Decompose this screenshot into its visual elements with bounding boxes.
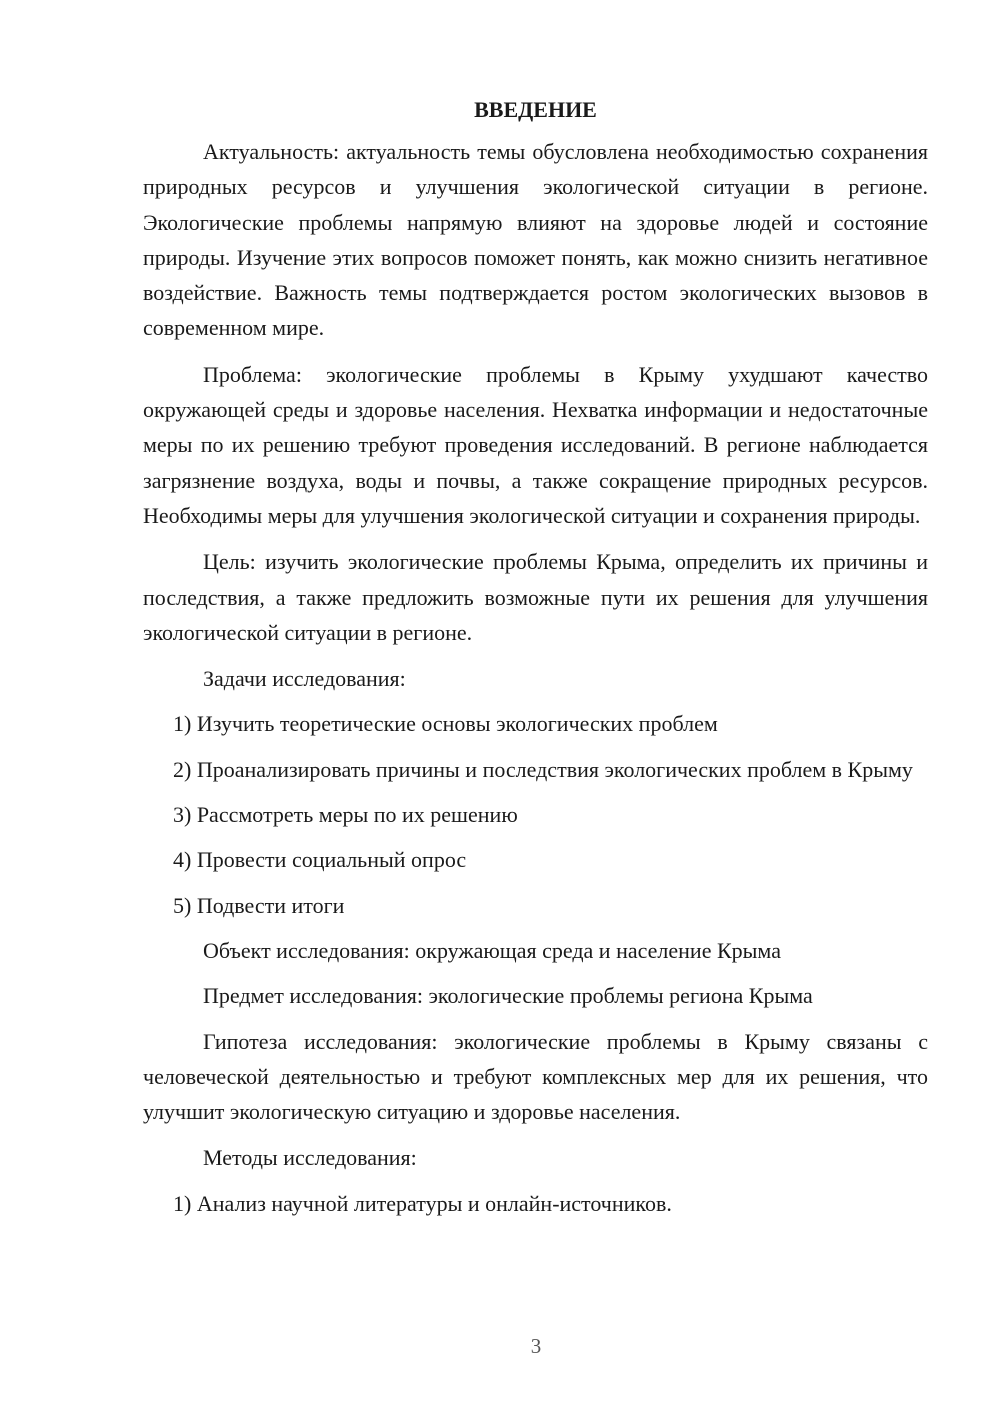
task-item: 2) Проанализировать причины и последствия экологических проблем в Крыму (173, 756, 913, 782)
task-item: 3) Рассмотреть меры по их решению (173, 802, 518, 828)
goal-paragraph: Цель: изучить экологические проблемы Крыма, определить их причины и последствия, а также предложить возможные пути их решения для улучшения экологической ситуации в регионе. (143, 549, 928, 645)
page-number: 3 (530, 1334, 542, 1358)
methods-heading: Методы исследования: (203, 1145, 417, 1171)
tasks-heading: Задачи исследования: (203, 666, 406, 692)
method-item: 1) Анализ научной литературы и онлайн-источников. (173, 1190, 672, 1216)
research-subject: Предмет исследования: экологические проблемы региона Крыма (203, 983, 813, 1009)
problem-paragraph: Проблема: экологические проблемы в Крыму ухудшают качество окружающей среды и здоровье населения. Нехватка информации и недостаточные меры по их решению требуют проведения исследований. В регионе наблюдается загрязнение воздуха, воды и почвы, а также сокращение природных ресурсов. Необходимы меры для улучшения экологической ситуации и сохранения природы. (143, 361, 928, 528)
task-item: 4) Провести социальный опрос (173, 847, 467, 873)
research-object: Объект исследования: окружающая среда и население Крыма (203, 937, 781, 963)
task-item: 1) Изучить теоретические основы экологических проблем (173, 711, 718, 737)
task-item: 5) Подвести итоги (173, 892, 345, 918)
hypothesis-paragraph: Гипотеза исследования: экологические проблемы в Крыму связаны с человеческой деятельностью и требуют комплексных мер для их решения, что улучшит экологическую ситуацию и здоровье населения. (143, 1028, 928, 1125)
document-page (143, 96, 928, 1231)
page-title: ВВЕДЕНИЕ (474, 97, 597, 122)
relevance-paragraph: Актуальность: актуальность темы обусловлена необходимостью сохранения природных ресурсов и улучшения экологической ситуации в регионе. Экологические проблемы напрямую влияют на здоровье людей и состояние природы. Изучение этих вопросов поможет понять, как можно снизить негативное воздействие. Важность темы подтверждается ростом экологических вызовов в современном мире. (143, 139, 928, 341)
